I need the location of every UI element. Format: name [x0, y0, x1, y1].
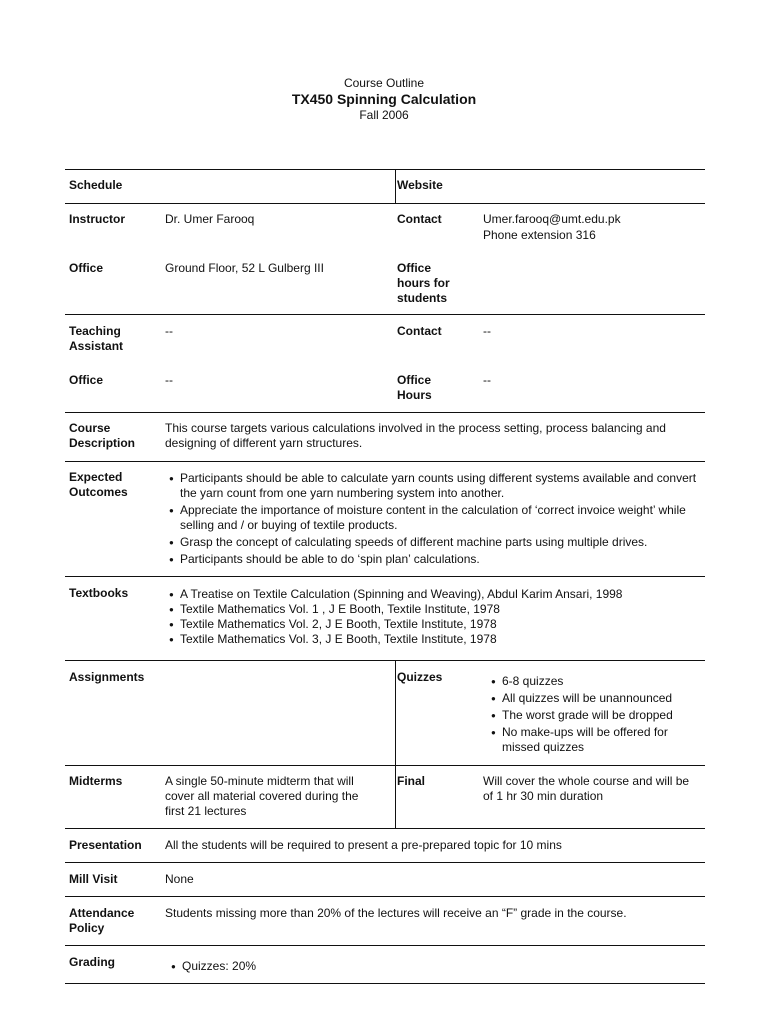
grading-label: Grading — [69, 955, 116, 969]
instructor-office-hours-label: Office hours for students — [397, 261, 450, 305]
list-item: ● Quizzes: 20% — [170, 959, 470, 974]
grading-list — [170, 959, 470, 974]
table-rule — [65, 945, 705, 946]
document-header — [0, 76, 768, 123]
textbooks-label: Textbooks — [69, 586, 129, 600]
column-divider — [395, 660, 396, 828]
ta-office-hours-label: Office Hours — [397, 373, 432, 402]
doc-subtitle: Course Outline — [343, 76, 425, 90]
table-rule — [65, 203, 705, 204]
textbooks-list — [168, 587, 704, 647]
final-text: Will cover the whole course and will be of 1 hr 30 min duration — [483, 774, 690, 803]
table-rule — [65, 169, 705, 170]
instructor-name: Dr. Umer Farooq — [165, 212, 255, 226]
table-rule — [65, 828, 705, 829]
instructor-phone: Phone extension 316 — [483, 228, 596, 242]
attendance-label: Attendance Policy — [69, 906, 135, 935]
outcomes-list — [168, 471, 704, 569]
mill-visit-text: None — [165, 872, 194, 886]
outcomes-label: Expected Outcomes — [69, 470, 128, 499]
mill-visit-label: Mill Visit — [69, 872, 118, 886]
table-rule — [65, 314, 705, 315]
attendance-text: Students missing more than 20% of the lectures will receive an “F” grade in the course. — [165, 906, 627, 920]
instructor-office-value: Ground Floor, 52 L Gulberg III — [165, 261, 324, 275]
table-rule — [65, 862, 705, 863]
presentation-label: Presentation — [69, 838, 142, 852]
quizzes-list — [490, 674, 704, 757]
presentation-text: All the students will be required to present a pre-prepared topic for 10 mins — [165, 838, 562, 852]
list-item: ● Textile Mathematics Vol. 1 , J E Booth, Textile Institute, 1978 — [168, 602, 704, 617]
final-label: Final — [397, 774, 426, 788]
description-label: Course Description — [69, 421, 136, 450]
list-item: ● Textile Mathematics Vol. 3, J E Booth, Textile Institute, 1978 — [168, 632, 704, 647]
description-text: This course targets various calculations involved in the process setting, process balancing and designing of different yarn structures. — [165, 421, 666, 450]
column-divider — [395, 169, 396, 203]
table-rule — [65, 983, 705, 984]
list-item: ● All quizzes will be unannounced — [490, 691, 704, 706]
list-item: ● Grasp the concept of calculating speeds of different machine parts using multiple drives. — [168, 535, 704, 550]
ta-office-hours-value: -- — [483, 373, 491, 387]
list-item: ● Textile Mathematics Vol. 2, J E Booth, Textile Institute, 1978 — [168, 617, 704, 632]
ta-label: Teaching Assistant — [69, 324, 124, 353]
quizzes-label: Quizzes — [397, 670, 443, 684]
list-item: ● Appreciate the importance of moisture content in the calculation of ‘correct invoice weight’ while selling and / or buying of textile products. — [168, 503, 704, 533]
table-rule — [65, 896, 705, 897]
course-term: Fall 2006 — [359, 108, 409, 122]
list-item: ● Participants should be able to do ‘spin plan’ calculations. — [168, 552, 704, 567]
instructor-email[interactable]: Umer.farooq@umt.edu.pk — [483, 212, 621, 226]
ta-name: -- — [165, 324, 173, 338]
ta-contact-label: Contact — [397, 324, 442, 338]
assignments-label: Assignments — [69, 670, 145, 684]
ta-contact-value: -- — [483, 324, 491, 338]
table-rule — [65, 660, 705, 661]
list-item: ● 6-8 quizzes — [490, 674, 704, 689]
instructor-label: Instructor — [69, 212, 126, 226]
course-title: TX450 Spinning Calculation — [291, 91, 477, 107]
list-item: ● A Treatise on Textile Calculation (Spinning and Weaving), Abdul Karim Ansari, 1998 — [168, 587, 704, 602]
ta-office-label: Office — [69, 373, 104, 387]
schedule-label: Schedule — [69, 178, 123, 192]
midterms-label: Midterms — [69, 774, 123, 788]
table-rule — [65, 576, 705, 577]
list-item: ● The worst grade will be dropped — [490, 708, 704, 723]
list-item: ● No make-ups will be offered for missed quizzes — [490, 725, 704, 755]
table-rule — [65, 765, 705, 766]
midterms-text: A single 50-minute midterm that will cover all material covered during the first 21 lectures — [165, 774, 359, 818]
website-label: Website — [397, 178, 443, 192]
table-rule — [65, 412, 705, 413]
instructor-office-label: Office — [69, 261, 104, 275]
table-rule — [65, 461, 705, 462]
list-item: ● Participants should be able to calculate yarn counts using different systems available and convert the yarn count from one yarn numbering system into another. — [168, 471, 704, 501]
ta-office-value: -- — [165, 373, 173, 387]
instructor-contact-label: Contact — [397, 212, 442, 226]
